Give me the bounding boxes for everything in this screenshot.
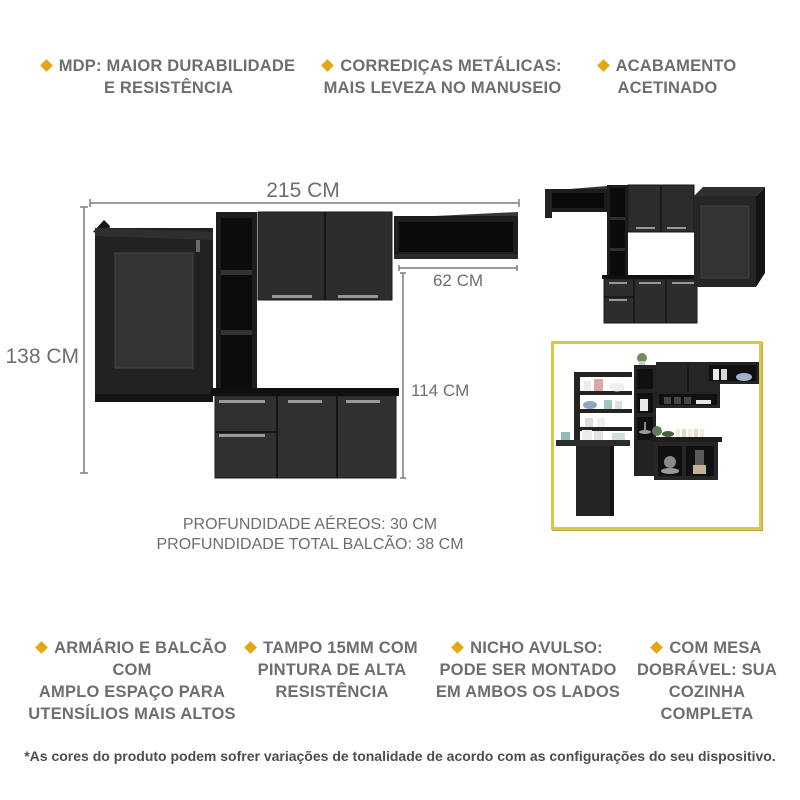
feature-mdp [30, 55, 307, 99]
feature-line: TAMPO 15MM COM [263, 639, 418, 657]
feature-line: MDP: MAIOR DURABILIDADE [58, 57, 296, 75]
feature-line: COM MESA [669, 639, 762, 657]
height-dimension-line [80, 207, 88, 473]
kitchen-decor-photo [551, 341, 762, 530]
feature-line: RESISTÊNCIA [275, 683, 389, 701]
alt-tall-cabinet [694, 187, 765, 287]
alt-shelf-column [607, 185, 628, 278]
shelf-column [216, 212, 257, 393]
diamond-bullet-icon [35, 641, 48, 654]
feature-line: DOBRÁVEL: SUA [636, 661, 778, 679]
photo-wall-shelf [706, 362, 759, 384]
counter-height-dimension-line [400, 273, 406, 478]
feature-line: NICHO AVULSO: [470, 639, 603, 657]
diamond-bullet-icon [244, 641, 257, 654]
tall-cabinet [93, 220, 213, 402]
feature-line: ACABAMENTO [615, 57, 737, 75]
feature-nicho [432, 637, 624, 703]
counter-cabinet [211, 388, 399, 478]
feature-line: UTENSÍLIOS MAIS ALTOS [28, 705, 236, 723]
feature-line: PINTURA DE ALTA [257, 661, 407, 679]
alt-counter-cabinet [602, 275, 699, 323]
shelf-width-dimension-label: 62 CM [432, 271, 484, 290]
photo-folding-table [556, 430, 630, 516]
feature-line: ARMÁRIO E BALCÃO COM [54, 639, 227, 679]
feature-acabamento [580, 55, 755, 99]
depth-note-balcao: PROFUNDIDADE TOTAL BALCÃO: 38 CM [156, 536, 464, 553]
upper-cabinet [258, 212, 392, 300]
feature-line: ACETINADO [617, 79, 718, 97]
diamond-bullet-icon [597, 59, 610, 72]
alt-upper-cabinet [628, 185, 694, 232]
counter-height-dimension-label: 114 CM [411, 381, 470, 400]
feature-line: E RESISTÊNCIA [103, 79, 234, 97]
feature-line: COZINHA COMPLETA [660, 683, 754, 723]
feature-line: PODE SER MONTADO [439, 661, 617, 679]
diamond-bullet-icon [451, 641, 464, 654]
kitchen-dimensions-diagram [0, 170, 540, 560]
height-dimension-label: 138 CM [5, 345, 79, 368]
alt-wall-shelf [545, 186, 607, 218]
feature-line: MAIS LEVEZA NO MANUSEIO [323, 79, 562, 97]
depth-note-aereos: PROFUNDIDADE AÉREOS: 30 CM [182, 516, 438, 533]
feature-line: AMPLO ESPAÇO PARA [38, 683, 226, 701]
diamond-bullet-icon [40, 59, 53, 72]
feature-armario-balcao [22, 637, 242, 725]
photo-counter [650, 426, 722, 480]
feature-line: CORREDIÇAS METÁLICAS: [340, 57, 562, 75]
width-dimension-label: 215 CM [266, 179, 340, 202]
feature-line: EM AMBOS OS LADOS [435, 683, 621, 701]
photo-shelf-column [634, 353, 656, 476]
kitchen-decor-illustration [554, 344, 759, 527]
feature-corredicas [320, 55, 565, 99]
kitchen-alt-view-render [535, 175, 775, 335]
wall-shelf [394, 212, 518, 259]
feature-tampo [240, 637, 424, 703]
color-disclaimer: *As cores do produto podem sofrer variações de tonalidade de acordo com as configurações do seu dispositivo. [24, 748, 776, 764]
diamond-bullet-icon [321, 59, 334, 72]
feature-mesa-dobravel [622, 637, 792, 725]
diamond-bullet-icon [650, 641, 663, 654]
